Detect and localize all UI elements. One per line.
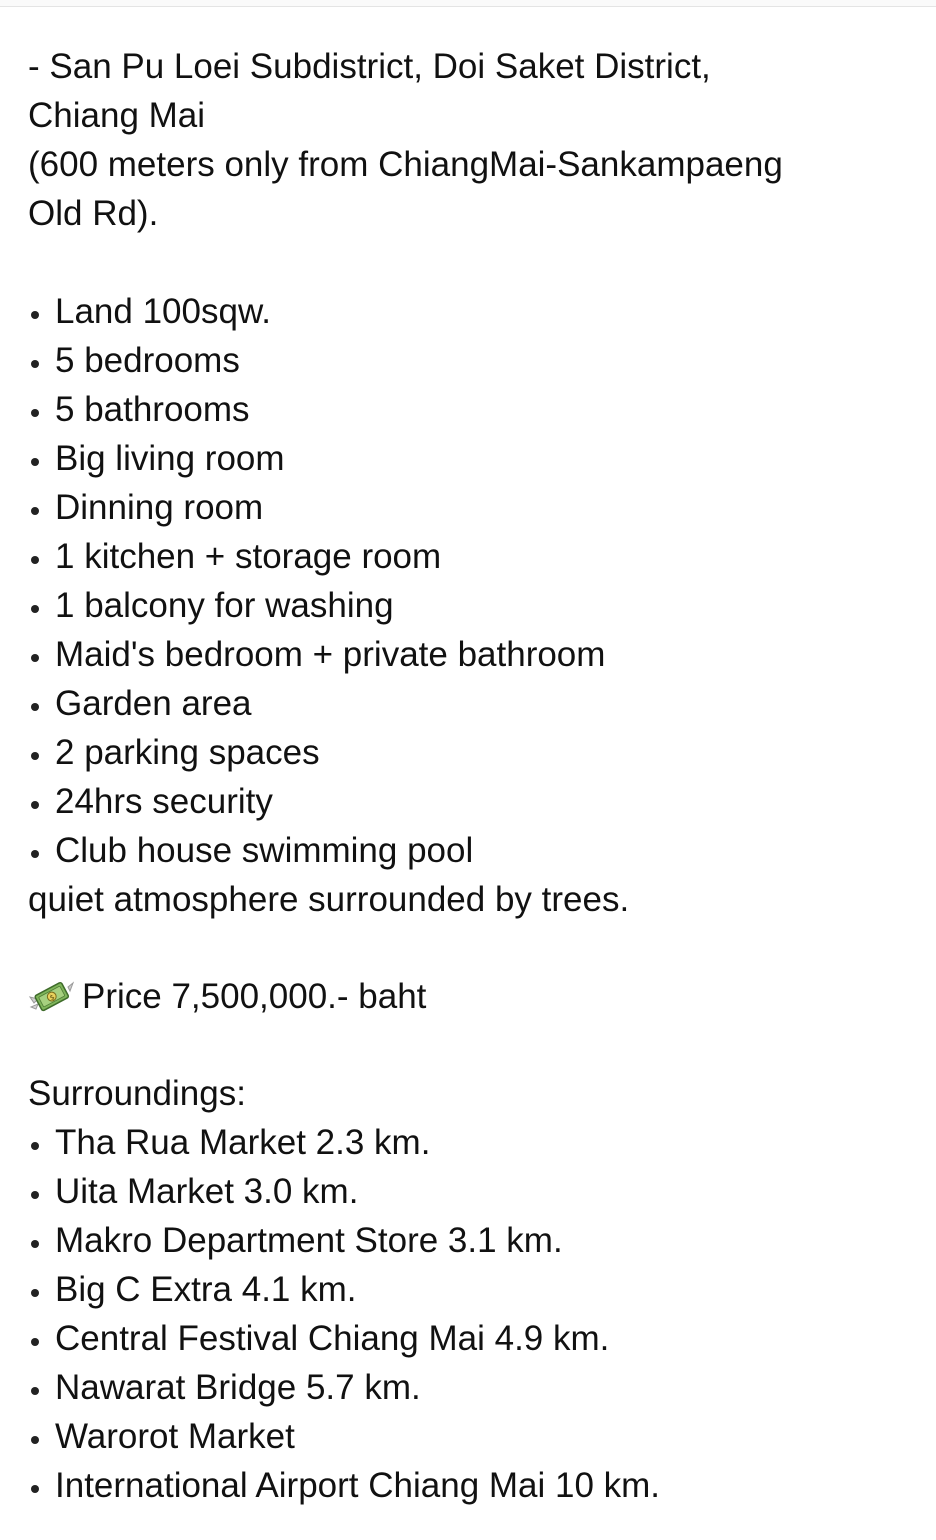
list-item: Dinning room <box>55 488 264 527</box>
list-item: International Airport Chiang Mai 10 km. <box>55 1466 661 1505</box>
svg-text:$: $ <box>48 992 57 1002</box>
list-item: Nawarat Bridge 5.7 km. <box>55 1368 421 1407</box>
features-list <box>28 287 908 875</box>
list-item: Club house swimming pool <box>55 831 474 870</box>
list-item: Warorot Market <box>55 1417 295 1456</box>
list-item: Makro Department Store 3.1 km. <box>55 1221 563 1260</box>
surroundings-heading: Surroundings: <box>28 1074 246 1113</box>
list-item: Uita Market 3.0 km. <box>55 1172 359 1211</box>
price-text: Price 7,500,000.- baht <box>82 977 427 1016</box>
listing-text <box>28 42 908 1510</box>
atmosphere-note: quiet atmosphere surrounded by trees. <box>28 880 630 919</box>
list-item: 24hrs security <box>55 782 273 821</box>
list-item: Garden area <box>55 684 252 723</box>
price-line <box>28 972 908 1021</box>
list-item: 5 bathrooms <box>55 390 250 429</box>
list-item: 1 kitchen + storage room <box>55 537 442 576</box>
list-item: Big living room <box>55 439 285 478</box>
list-item: 2 parking spaces <box>55 733 320 772</box>
surroundings-list <box>28 1118 908 1510</box>
list-item: Big C Extra 4.1 km. <box>55 1270 357 1309</box>
spacer <box>28 238 908 287</box>
address-line-3: (600 meters only from ChiangMai-Sankampaeng <box>28 145 783 184</box>
address-line-4: Old Rd). <box>28 194 159 233</box>
list-item: Land 100sqw. <box>55 292 272 331</box>
list-item: Maid's bedroom + private bathroom <box>55 635 606 674</box>
list-item: 1 balcony for washing <box>55 586 394 625</box>
spacer <box>28 924 908 972</box>
address-line-2: Chiang Mai <box>28 96 206 135</box>
list-item: Tha Rua Market 2.3 km. <box>55 1123 431 1162</box>
money-with-wings-icon <box>28 977 74 1017</box>
spacer <box>28 1021 908 1069</box>
list-item: 5 bedrooms <box>55 341 240 380</box>
top-divider <box>0 0 936 7</box>
address-line-1: - San Pu Loei Subdistrict, Doi Saket District, <box>28 47 711 86</box>
list-item: Central Festival Chiang Mai 4.9 km. <box>55 1319 610 1358</box>
